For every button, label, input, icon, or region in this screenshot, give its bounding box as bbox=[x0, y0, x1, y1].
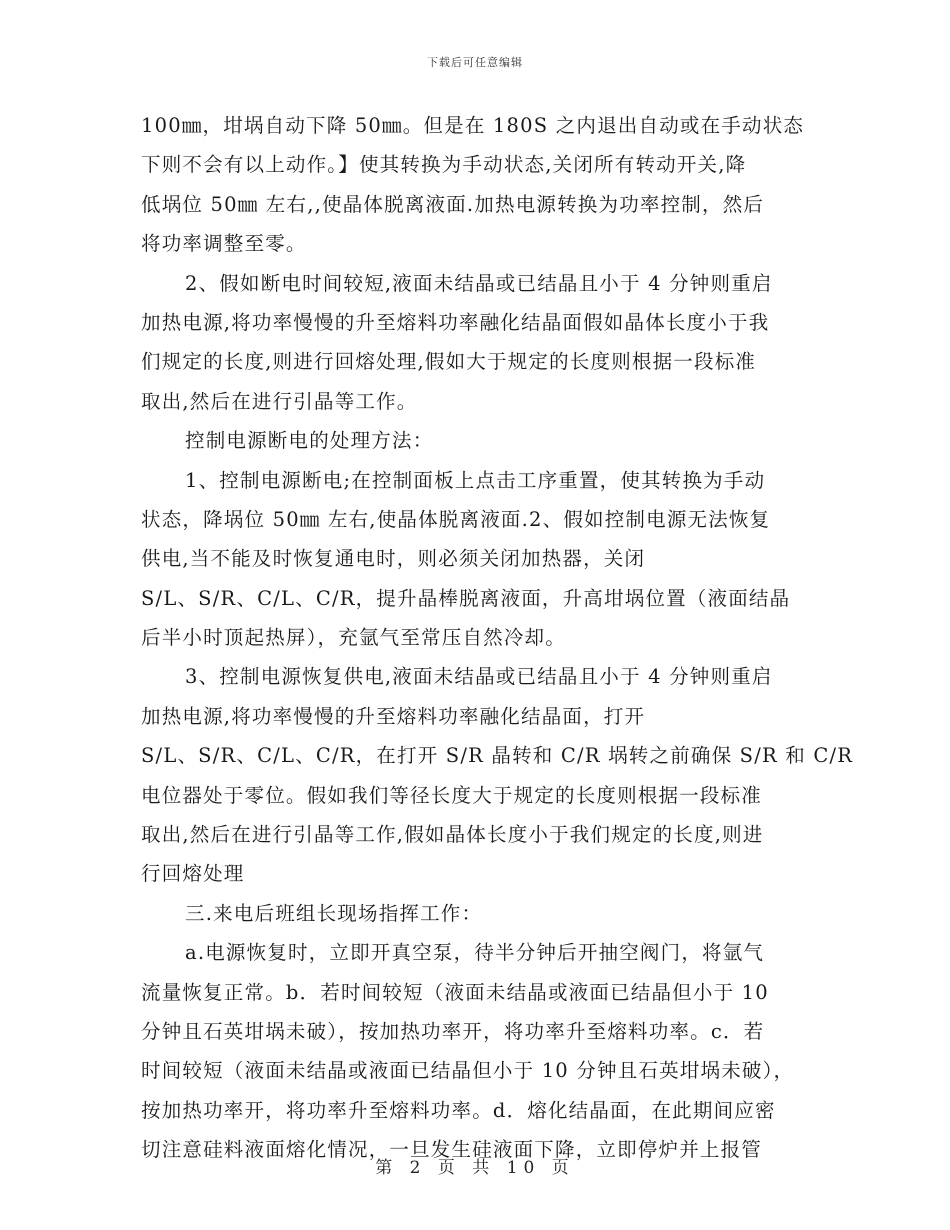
text-line: S/L、S/R、C/L、C/R，提升晶棒脱离液面，升高坩埚位置（液面结晶 bbox=[141, 586, 791, 610]
section-heading: 控制电源断电的处理方法： bbox=[185, 429, 434, 453]
page-header: 下载后可任意编辑 bbox=[427, 56, 523, 69]
text-line: 取出,然后在进行引晶等工作。 bbox=[141, 389, 418, 413]
text-line: 取出,然后在进行引晶等工作,假如晶体长度小于我们规定的长度,则进 bbox=[141, 823, 764, 847]
text-line: 后半小时顶起热屏），充氩气至常压自然冷却。 bbox=[141, 626, 566, 650]
text-line: 电位器处于零位。假如我们等径长度大于规定的长度则根据一段标准 bbox=[141, 783, 763, 807]
text-line: 低埚位 50㎜ 左右,,使晶体脱离液面.加热电源转换为功率控制，然后 bbox=[141, 192, 765, 216]
text-line: 2、假如断电时间较短,液面未结晶或已结晶且小于 4 分钟则重启 bbox=[185, 271, 773, 295]
text-line: 100㎜，坩埚自动下降 50㎜。但是在 180S 之内退出自动或在手动状态 bbox=[141, 114, 805, 137]
text-line: 按加热功率开，将功率升至熔料功率。d．熔化结晶面，在此期间应密 bbox=[141, 1098, 776, 1122]
text-line: 加热电源,将功率慢慢的升至熔料功率融化结晶面，打开 bbox=[141, 704, 646, 728]
text-line: 下则不会有以上动作。】使其转换为手动状态,关闭所有转动开关,降 bbox=[141, 153, 747, 177]
text-line: 切注意硅料液面熔化情况，一旦发生硅液面下降，立即停炉并上报管 bbox=[141, 1138, 763, 1162]
text-line: a.电源恢复时，立即开真空泵，待半分钟后开抽空阀门，将氩气 bbox=[185, 941, 765, 965]
text-line: 们规定的长度,则进行回熔处理,假如大于规定的长度则根据一段标准 bbox=[141, 350, 757, 374]
text-line: 加热电源,将功率慢慢的升至熔料功率融化结晶面假如晶体长度小于我 bbox=[141, 310, 770, 334]
text-line: 流量恢复正常。b．若时间较短（液面未结晶或液面已结晶但小于 10 bbox=[141, 980, 769, 1004]
text-line: 行回熔处理 bbox=[141, 862, 245, 886]
document-body bbox=[141, 106, 854, 1170]
text-line: S/L、S/R、C/L、C/R，在打开 S/R 晶转和 C/R 埚转之前确保 S/R 和 C/R bbox=[141, 744, 854, 768]
text-line: 供电,当不能及时恢复通电时，则必须关闭加热器，关闭 bbox=[141, 547, 646, 571]
text-line: 3、控制电源恢复供电,液面未结晶或已结晶且小于 4 分钟则重启 bbox=[185, 665, 773, 689]
text-line: 1、控制电源断电;在控制面板上点击工序重置，使其转换为手动 bbox=[185, 468, 766, 492]
text-line: 分钟且石英坩埚未破），按加热功率开，将功率升至熔料功率。c．若 bbox=[141, 1019, 765, 1043]
page-footer: 第 2 页 共 10 页 bbox=[375, 1158, 575, 1178]
text-line: 时间较短（液面未结晶或液面已结晶但小于 10 分钟且石英坩埚未破）， bbox=[141, 1059, 795, 1083]
text-line: 状态，降埚位 50㎜ 左右,使晶体脱离液面.2、假如控制电源无法恢复 bbox=[141, 507, 771, 531]
section-heading: 三.来电后班组长现场指挥工作： bbox=[185, 901, 483, 925]
text-line: 将功率调整至零。 bbox=[141, 232, 307, 256]
